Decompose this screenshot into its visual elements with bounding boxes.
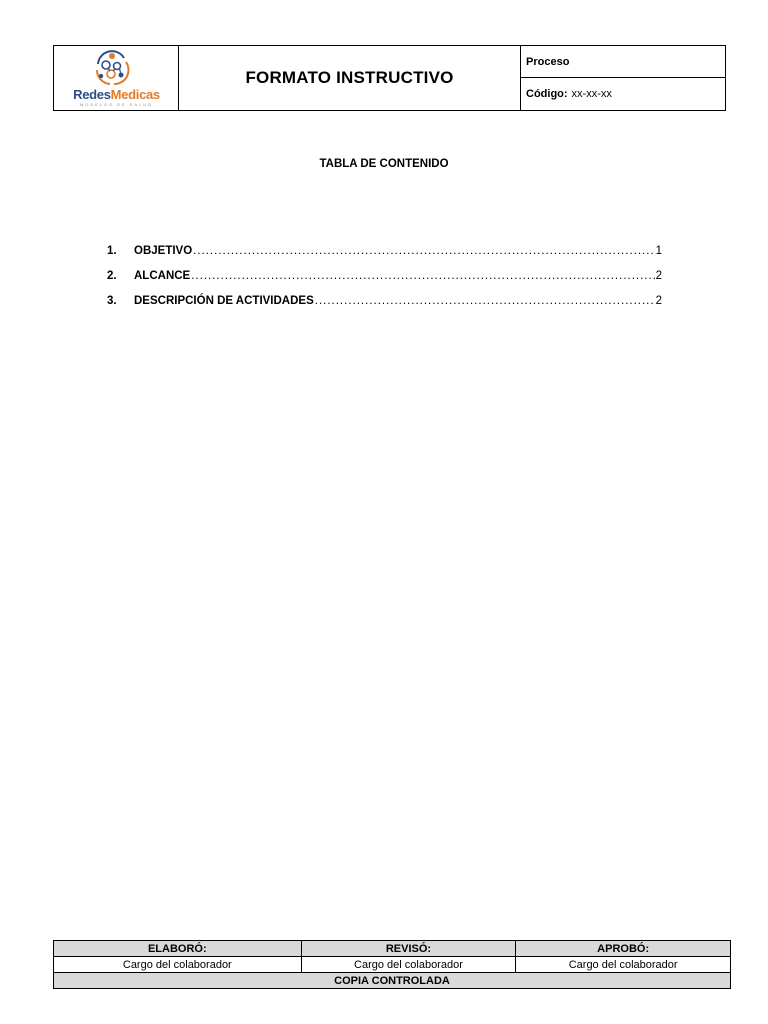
toc-item-page: 2 [655, 295, 662, 307]
proceso-label: Proceso [526, 55, 570, 68]
toc-title: TABLA DE CONTENIDO [319, 158, 449, 170]
elaboro-value: Cargo del colaborador [54, 957, 302, 973]
toc-item-page: 2 [655, 270, 662, 282]
proceso-cell [521, 46, 725, 78]
toc-leader-dots [315, 295, 655, 307]
toc-item-page: 1 [655, 245, 662, 257]
toc-item-number: 3. [107, 295, 117, 307]
codigo-label: Código: [526, 88, 568, 100]
toc-item-descripcion-actividades[interactable] [107, 295, 662, 320]
logo-word-medicas: Medicas [110, 87, 160, 102]
elaboro-header: ELABORÓ: [54, 941, 302, 957]
toc-leader-dots [191, 270, 654, 282]
aprobo-header: APROBÓ: [516, 941, 731, 957]
toc-item-label[interactable]: DESCRIPCIÓN DE ACTIVIDADES [134, 295, 314, 307]
toc-list [107, 245, 662, 320]
toc-leader-dots [193, 245, 654, 257]
logo-word-redes: Redes [73, 87, 111, 102]
logo [54, 46, 179, 110]
codigo-cell [521, 78, 725, 110]
toc-item-objetivo[interactable] [107, 245, 662, 270]
copia-controlada-label: COPIA CONTROLADA [54, 973, 731, 989]
logo-tagline: MODELOS DE SALUD [79, 102, 154, 107]
toc-item-alcance[interactable] [107, 270, 662, 295]
approval-header-row [54, 941, 731, 957]
approval-table [53, 940, 731, 989]
aprobo-value: Cargo del colaborador [516, 957, 731, 973]
approval-values-row [54, 957, 731, 973]
document-header [53, 45, 726, 111]
reviso-value: Cargo del colaborador [301, 957, 516, 973]
copia-controlada-row [54, 973, 731, 989]
reviso-header: REVISÓ: [301, 941, 516, 957]
redes-medicas-logo-icon [92, 50, 132, 88]
codigo-value: xx-xx-xx [571, 88, 612, 100]
toc-item-number: 1. [107, 245, 117, 257]
document-title: FORMATO INSTRUCTIVO [179, 46, 521, 110]
logo-wordmark [54, 87, 179, 102]
toc-item-number: 2. [107, 270, 117, 282]
toc-item-label[interactable]: OBJETIVO [134, 245, 193, 257]
toc-item-label[interactable]: ALCANCE [134, 270, 191, 282]
